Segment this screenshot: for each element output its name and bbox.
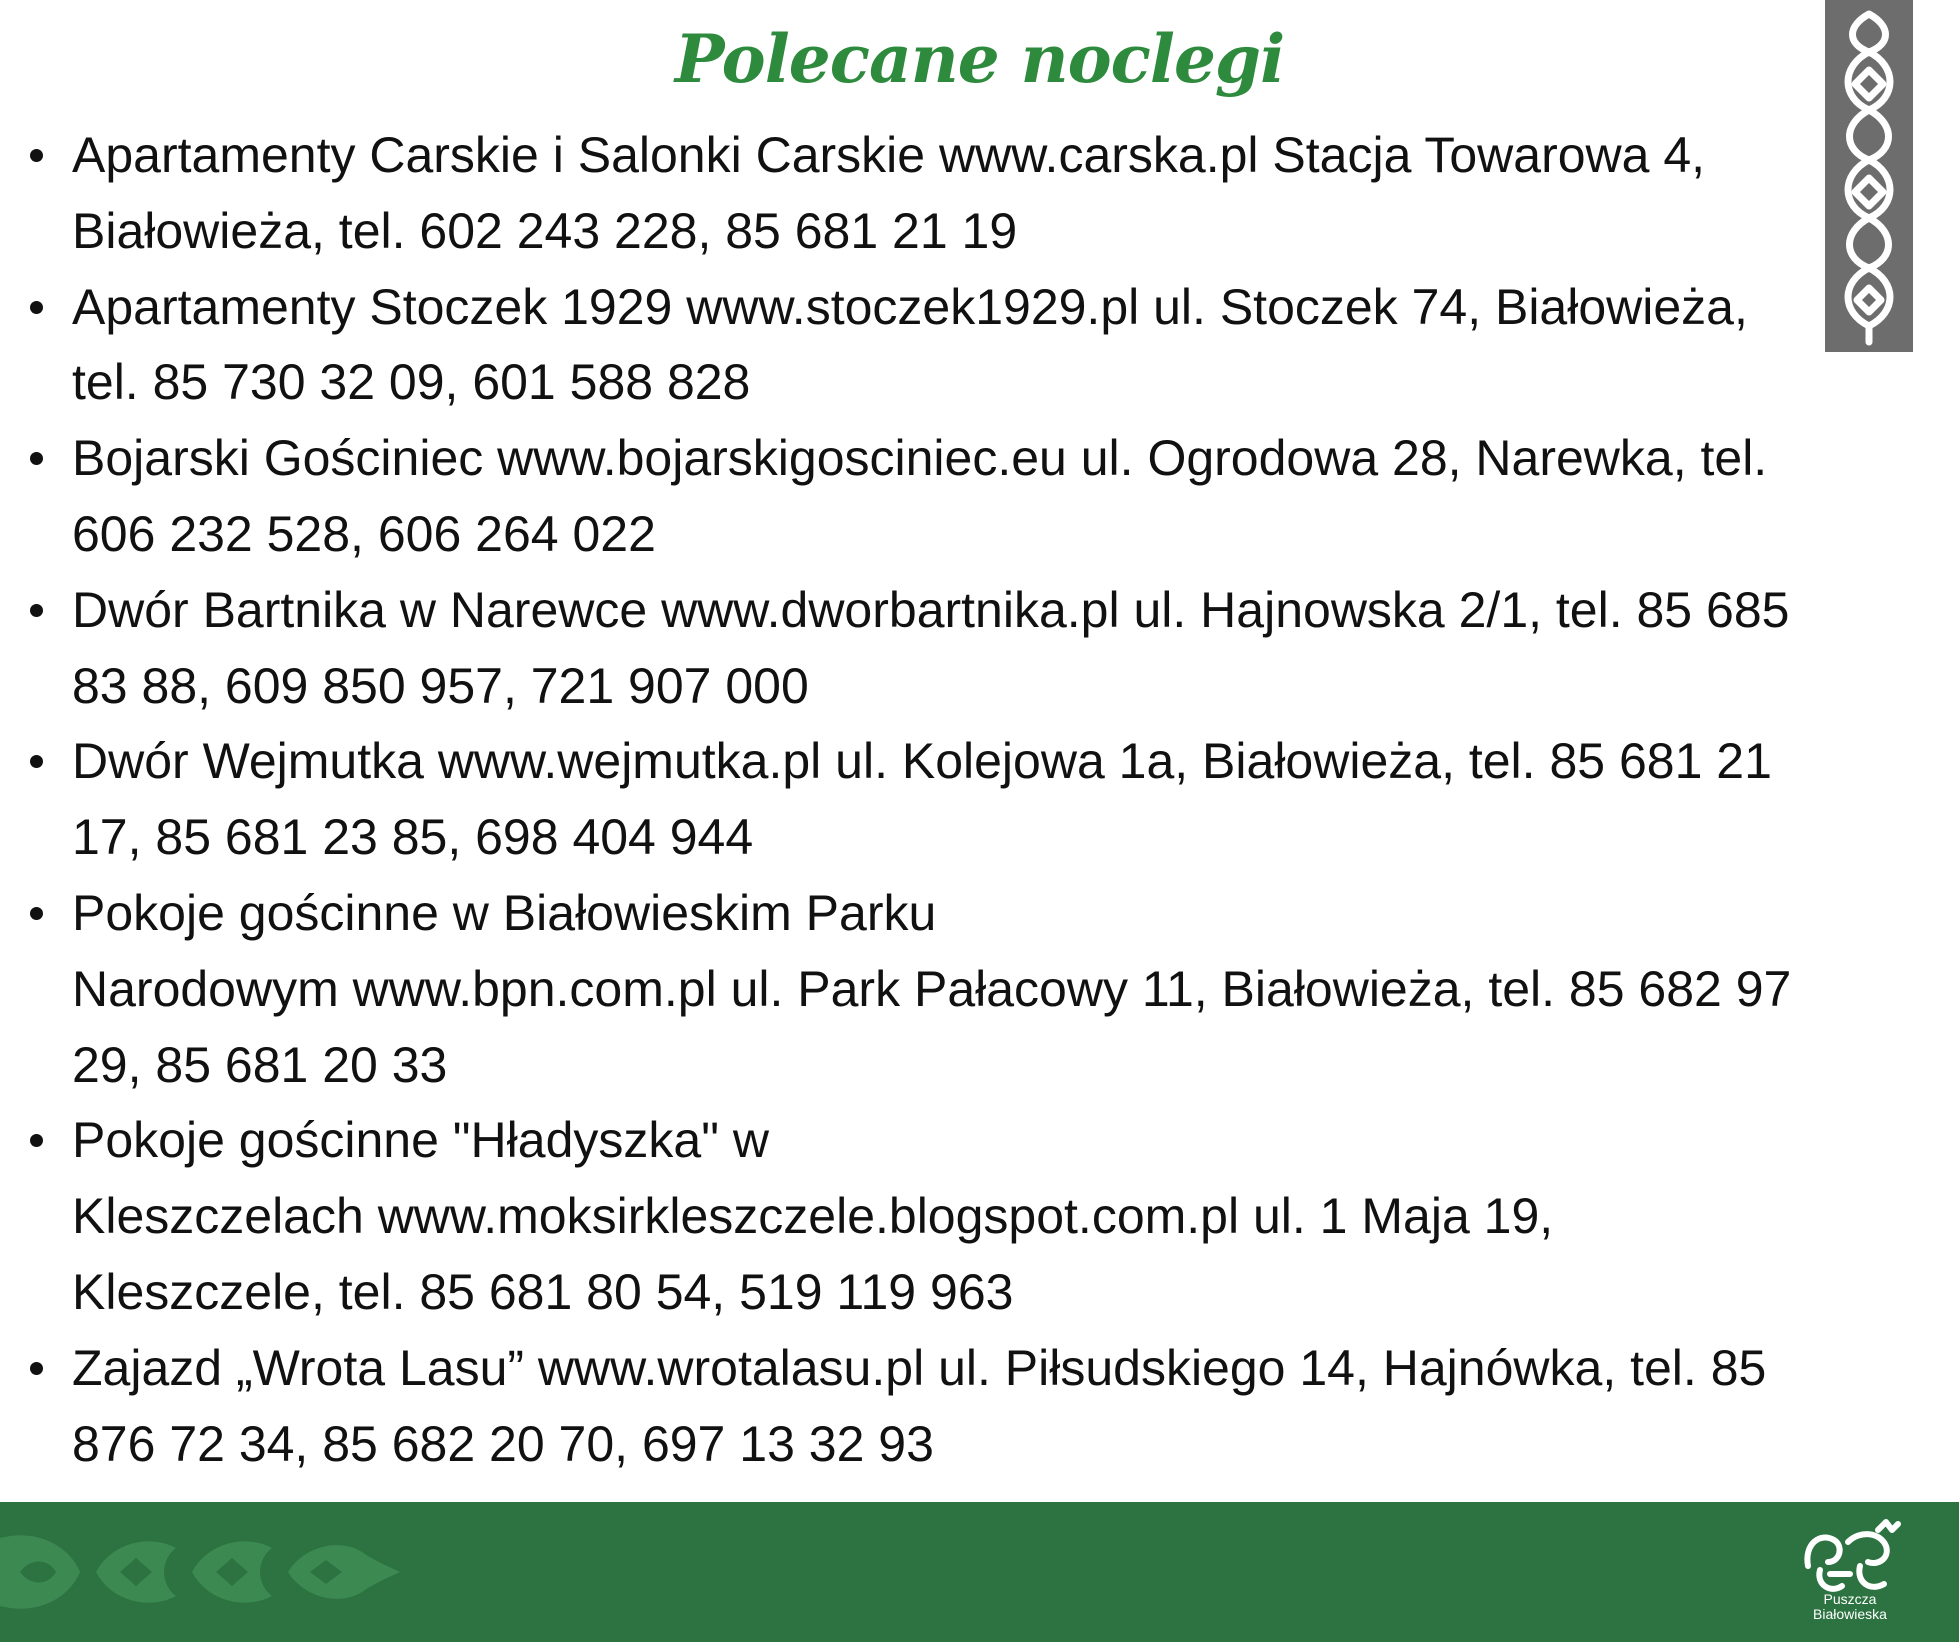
- list-item: [72, 724, 1817, 876]
- accommodation-list: [72, 118, 1817, 1482]
- page-title: Polecane noclegi: [674, 20, 1285, 98]
- bullet-icon: [30, 907, 43, 920]
- list-item: [72, 421, 1817, 573]
- list-item-text: Bojarski Gościniec www.bojarskigosciniec.eu ul. Ogrodowa 28, Narewka, tel. 606 232 528, 606 264 022: [72, 430, 1768, 562]
- logo-text-line1: Puszcza: [1823, 1591, 1877, 1607]
- list-item-text-line1: Pokoje gościnne "Hładyszka" w: [72, 1112, 769, 1169]
- bullet-icon: [30, 149, 43, 162]
- bullet-icon: [30, 1134, 43, 1147]
- list-item: [72, 573, 1817, 725]
- list-item: [72, 876, 1817, 1103]
- logo-text-line2: Białowieska: [1813, 1606, 1887, 1622]
- bullet-icon: [30, 452, 43, 465]
- list-item: [72, 1331, 1817, 1483]
- folk-ornament-vertical: [1825, 0, 1913, 352]
- list-item-text: Dwór Bartnika w Narewce www.dworbartnika.pl ul. Hajnowska 2/1, tel. 85 685 83 88, 609 850 957, 721 907 000: [72, 581, 1790, 714]
- list-item: [72, 118, 1817, 270]
- list-item-text-line1: Pokoje gościnne w Białowieskim Parku: [72, 884, 937, 941]
- list-item-text: Apartamenty Carskie i Salonki Carskie www.carska.pl Stacja Towarowa 4, Białowieża, tel. 602 243 228, 85 681 21 19: [72, 127, 1706, 259]
- ornament-vertical-icon: [1825, 0, 1913, 352]
- list-item: [72, 1103, 1817, 1330]
- list-item-text-line2: Narodowym www.bpn.com.pl ul. Park Pałacowy 11, Białowieża, tel. 85 682 97 29, 85 681 20 33: [72, 960, 1792, 1093]
- footer-ornament-icon: [0, 1518, 420, 1626]
- list-item: [72, 270, 1817, 422]
- bullet-icon: [30, 1362, 43, 1375]
- list-item-text-line2: Kleszczelach www.moksirkleszczele.blogspot.com.pl ul. 1 Maja 19, Kleszczele, tel. 85 681 80 54, 519 119 963: [72, 1188, 1554, 1320]
- footer-band: [0, 1502, 1959, 1642]
- list-item-text: Apartamenty Stoczek 1929 www.stoczek1929.pl ul. Stoczek 74, Białowieża, tel. 85 730 32 09, 601 588 828: [72, 278, 1748, 411]
- bullet-icon: [30, 755, 43, 768]
- bullet-icon: [30, 604, 43, 617]
- list-item-text: Dwór Wejmutka www.wejmutka.pl ul. Kolejowa 1a, Białowieża, tel. 85 681 21 17, 85 681 23 85, 698 404 944: [72, 733, 1772, 866]
- bullet-icon: [30, 301, 43, 314]
- list-item-text: Zajazd „Wrota Lasu” www.wrotalasu.pl ul. Piłsudskiego 14, Hajnówka, tel. 85 876 72 34, 85 682 20 70, 697 13 32 93: [72, 1339, 1767, 1472]
